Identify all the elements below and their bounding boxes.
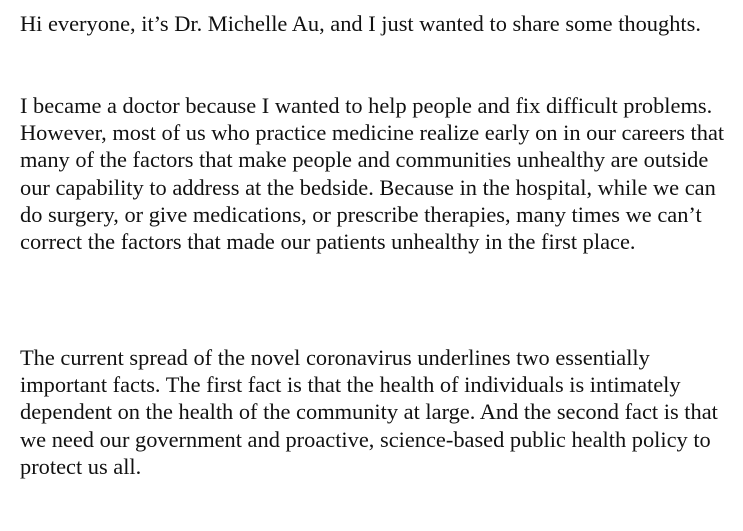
paragraph-motivation: I became a doctor because I wanted to help people and fix difficult problems. However, most of us who practice medicine realize early on in our careers that many of the factors that make people and communities unhealthy are outside our capability to address at the bedside. Because in the hospital, while we can do surgery, or give medications, or prescribe therapies, many times we can’t correct the factors that made our patients unhealthy in the first place. <box>20 93 725 255</box>
paragraph-coronavirus: The current spread of the novel coronavirus underlines two essentially important facts. The first fact is that the health of individuals is intimately dependent on the health of the community at large. And the second fact is that we need our government and proactive, science-based public health policy to protect us all. <box>20 345 718 479</box>
paragraph-greeting: Hi everyone, it’s Dr. Michelle Au, and I just wanted to share some thoughts. <box>20 11 701 36</box>
